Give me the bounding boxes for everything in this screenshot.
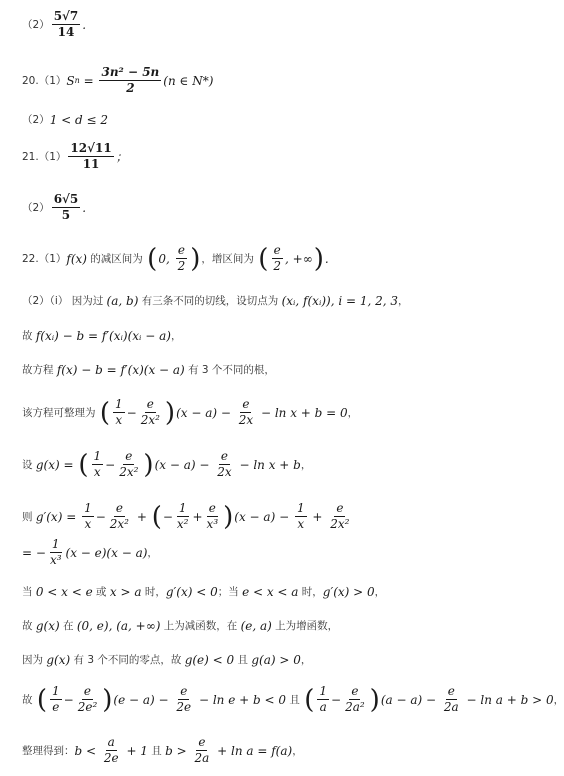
fraction: [52, 193, 81, 222]
fraction-numerator: e: [349, 685, 360, 700]
question-number: 22.: [22, 252, 39, 265]
part-label: （2）（ⅰ）: [22, 295, 69, 307]
fraction: [295, 502, 307, 531]
fraction-denominator: 2x: [217, 465, 232, 480]
fraction-numerator: 1: [295, 502, 307, 517]
paren-right: ): [313, 243, 324, 274]
paren-right: ): [143, 449, 154, 480]
solution-line-13: [22, 538, 558, 567]
fraction-numerator: 12√11: [68, 142, 113, 157]
paren-left: (: [99, 397, 110, 428]
punctuation: .: [82, 17, 87, 32]
fraction-denominator: 2x²: [330, 517, 350, 532]
answer-line-1: [22, 10, 558, 39]
part-label: （1）: [38, 253, 67, 266]
math-expression: − ln e + b < 0: [195, 692, 287, 707]
punctuation: .: [324, 251, 329, 266]
solution-line-15: [22, 618, 558, 633]
fraction-numerator: e: [207, 502, 218, 517]
text: 时，: [141, 586, 166, 598]
text: 故: [22, 620, 36, 632]
fraction-numerator: e: [176, 244, 187, 259]
fraction-numerator: a: [106, 736, 117, 751]
math-expression: f(x): [66, 251, 87, 266]
fraction: [215, 450, 233, 479]
text: 设: [22, 459, 36, 472]
math-expression: 0,: [158, 251, 174, 266]
math-expression: (a, b): [106, 293, 139, 308]
question-number: 20.: [22, 74, 39, 87]
fraction: [139, 398, 162, 427]
fraction-denominator: x: [84, 517, 92, 532]
solution-line-11: [22, 450, 558, 479]
math-symbol: S: [66, 73, 75, 88]
fraction-denominator: x³: [206, 517, 219, 532]
fraction-denominator: 2: [273, 259, 282, 274]
text: ，增区间为: [201, 253, 258, 266]
fraction-denominator: 2x²: [140, 413, 160, 428]
punctuation: ，: [300, 459, 312, 472]
punctuation: ，: [170, 330, 182, 342]
text: 当: [22, 586, 36, 598]
math-expression: +: [133, 509, 151, 524]
math-expression: g(e) < 0: [184, 652, 235, 667]
fraction: [117, 450, 140, 479]
fraction-denominator: 2e²: [77, 700, 98, 715]
math-expression: (x − a) −: [176, 405, 235, 420]
text: 或: [92, 586, 110, 598]
math-expression: − ln x + b = 0: [257, 405, 348, 420]
math-subscript: n: [74, 76, 80, 86]
fraction-denominator: 2a: [194, 751, 210, 766]
fraction-denominator: 5: [61, 208, 71, 223]
fraction-numerator: 1: [317, 685, 329, 700]
fraction-denominator: 2a²: [345, 700, 365, 715]
fraction-numerator: 1: [50, 538, 62, 553]
text: 时，: [298, 586, 323, 598]
fraction: [102, 736, 121, 765]
fraction-denominator: 2x²: [119, 465, 139, 480]
fraction-numerator: 1: [92, 450, 104, 465]
paren-right: ): [369, 684, 380, 715]
math-expression: + ln a = f(a): [213, 743, 293, 758]
fraction-numerator: e: [178, 685, 189, 700]
fraction-denominator: x²: [176, 517, 189, 532]
math-minus: −: [63, 692, 74, 707]
math-expression: (e − a) −: [113, 692, 173, 707]
math-expression: g(x) =: [35, 457, 78, 472]
fraction-numerator: e: [145, 398, 156, 413]
paren-left: (: [147, 243, 158, 274]
text: ；当: [217, 586, 243, 598]
text: 且: [286, 694, 304, 707]
fraction-denominator: e: [52, 700, 60, 715]
punctuation: ，: [292, 745, 303, 758]
math-expression: − ln a + b > 0: [462, 692, 554, 707]
solution-line-9: [22, 362, 558, 377]
fraction-denominator: 2a: [443, 700, 459, 715]
math-expression: e < x < a: [242, 584, 299, 599]
math-minus: −: [331, 692, 342, 707]
solution-line-18: [22, 736, 558, 765]
punctuation: ，: [300, 654, 312, 666]
text: 在: [59, 620, 77, 632]
math-expression: +: [308, 509, 327, 524]
fraction-denominator: x: [115, 413, 123, 428]
solution-line-16: [22, 652, 558, 667]
text: 且: [234, 654, 252, 666]
fraction-numerator: e: [219, 450, 230, 465]
text: 则: [22, 511, 36, 524]
math-expression: x > a: [109, 584, 142, 599]
punctuation: ，: [374, 586, 386, 598]
text: 整理得到：: [22, 745, 75, 758]
punctuation: ，: [398, 295, 409, 307]
part-label: （2）: [22, 19, 50, 32]
math-expression: , +∞: [285, 251, 313, 266]
question-number: 21.: [22, 150, 39, 163]
math-expression: (a − a) −: [380, 692, 440, 707]
text: 故: [22, 330, 36, 342]
fraction-denominator: 2: [126, 81, 135, 96]
math-minus: −: [105, 457, 116, 472]
part-label: （2）: [22, 114, 50, 126]
math-expression: g′(x) =: [35, 509, 81, 524]
math-expression: f(x) − b = f′(x)(x − a): [56, 362, 185, 377]
fraction-denominator: 11: [82, 157, 100, 172]
punctuation: .: [82, 200, 87, 215]
fraction: [92, 450, 104, 479]
text: 且: [147, 745, 166, 758]
math-expression: + 1: [122, 743, 148, 758]
fraction-denominator: 2e: [176, 700, 192, 715]
answer-line-22-2i: [22, 293, 558, 308]
math-expression: (x − a) −: [154, 457, 214, 472]
math-expression: f(xᵢ) − b = f′(xᵢ)(xᵢ − a): [35, 328, 171, 343]
answer-line-20-2: [22, 112, 558, 127]
math-expression: g′(x) > 0: [322, 584, 375, 599]
fraction-numerator: 3n² − 5n: [99, 66, 161, 81]
fraction-numerator: 1: [50, 685, 62, 700]
math-minus: −: [95, 509, 106, 524]
fraction-denominator: 2e: [103, 751, 119, 766]
fraction-numerator: e: [123, 450, 134, 465]
solution-line-14: [22, 584, 558, 599]
text: 该方程可整理为: [22, 407, 99, 420]
answer-line-21: [22, 142, 558, 171]
text: 因为: [22, 654, 47, 666]
fraction-denominator: x³: [49, 553, 62, 568]
fraction: [82, 502, 94, 531]
paren-left: (: [304, 684, 315, 715]
text: 上为增函数，: [271, 620, 339, 632]
answer-line-22: [22, 244, 558, 273]
solution-line-17: [22, 684, 564, 715]
paren-left: (: [258, 243, 269, 274]
solution-line-10: [22, 398, 558, 427]
math-expression: g(x): [46, 652, 71, 667]
math-expression: = −: [22, 545, 46, 560]
text: 故方程: [22, 364, 57, 376]
math-expression: − ln x + b: [235, 457, 301, 472]
text: 故: [22, 694, 36, 707]
fraction-denominator: a: [319, 700, 327, 715]
fraction-numerator: 5√7: [52, 10, 81, 25]
part-label: （1）: [38, 75, 67, 88]
math-expression: (0, e), (a, +∞): [76, 618, 161, 633]
text: 有 3 个不同的零点，故: [70, 654, 185, 666]
punctuation: ，: [553, 694, 564, 707]
fraction-numerator: e: [334, 502, 345, 517]
fraction-numerator: 1: [113, 398, 125, 413]
paren-right: ): [164, 397, 176, 428]
math-equals: =: [79, 73, 98, 88]
fraction: [99, 66, 161, 95]
math-expression: g(a) > 0: [251, 652, 301, 667]
text: 的减区间为: [86, 253, 147, 266]
fraction-denominator: x: [93, 465, 101, 480]
fraction-numerator: 1: [82, 502, 94, 517]
fraction-numerator: e: [82, 685, 93, 700]
fraction: [237, 398, 255, 427]
fraction: [48, 538, 64, 567]
fraction: [317, 685, 329, 714]
punctuation: ，: [347, 407, 359, 420]
fraction: [52, 10, 81, 39]
paren-left: (: [78, 449, 89, 480]
fraction-denominator: 2x: [238, 413, 254, 428]
fraction-numerator: e: [196, 736, 207, 751]
math-expression: 1 < d ≤ 2: [49, 112, 109, 127]
math-expression: g(x): [35, 618, 60, 633]
fraction: [176, 244, 188, 273]
paren-right: ): [223, 501, 234, 532]
paren-left: (: [36, 684, 47, 715]
fraction-denominator: 14: [57, 25, 75, 40]
answer-line-21-2: [22, 193, 558, 222]
fraction-numerator: 1: [177, 502, 189, 517]
math-expression: (x − a) −: [234, 509, 293, 524]
punctuation: ，: [147, 547, 158, 560]
fraction: [113, 398, 125, 427]
fraction-numerator: e: [272, 244, 283, 259]
fraction: [442, 685, 461, 714]
fraction: [205, 502, 221, 531]
math-expression: b >: [165, 743, 191, 758]
fraction-denominator: 2x²: [109, 517, 129, 532]
math-minus: −: [126, 405, 137, 420]
fraction: [271, 244, 283, 273]
fraction: [175, 502, 191, 531]
math-expression: g′(x) < 0: [165, 584, 218, 599]
text: 因为过: [68, 295, 107, 307]
paren-left: (: [151, 501, 162, 532]
part-label: （2）: [22, 202, 50, 215]
paren-right: ): [102, 684, 113, 715]
math-expression: b <: [74, 743, 100, 758]
math-expression: (e, a): [240, 618, 272, 633]
solution-line-8: [22, 328, 558, 343]
math-expression: (x − e)(x − a): [65, 545, 148, 560]
fraction: [68, 142, 113, 171]
paren-right: ): [190, 243, 201, 274]
answer-line-20: [22, 66, 558, 95]
text: 有 3 个不同的根，: [184, 364, 275, 376]
fraction-denominator: 2: [177, 259, 186, 274]
punctuation: ；: [115, 150, 128, 165]
fraction: [174, 685, 193, 714]
fraction: [193, 736, 212, 765]
fraction-numerator: e: [446, 685, 457, 700]
part-label: （1）: [38, 151, 67, 164]
math-expression: 0 < x < e: [35, 584, 93, 599]
fraction: [328, 502, 351, 531]
fraction-numerator: e: [240, 398, 251, 413]
text: 上为减函数，在: [160, 620, 241, 632]
math-minus: −: [162, 509, 173, 524]
fraction-numerator: 6√5: [52, 193, 81, 208]
fraction: [76, 685, 100, 714]
text: 有三条不同的切线，设切点为: [138, 295, 282, 307]
fraction: [108, 502, 131, 531]
fraction: [50, 685, 62, 714]
fraction-numerator: e: [114, 502, 125, 517]
fraction: [343, 685, 367, 714]
fraction-denominator: x: [297, 517, 305, 532]
solution-line-12: [22, 502, 558, 531]
math-plus: +: [192, 509, 203, 524]
math-expression: (xᵢ, f(xᵢ)), i = 1, 2, 3: [281, 293, 399, 308]
math-condition: (n ∈ N*): [163, 73, 214, 88]
